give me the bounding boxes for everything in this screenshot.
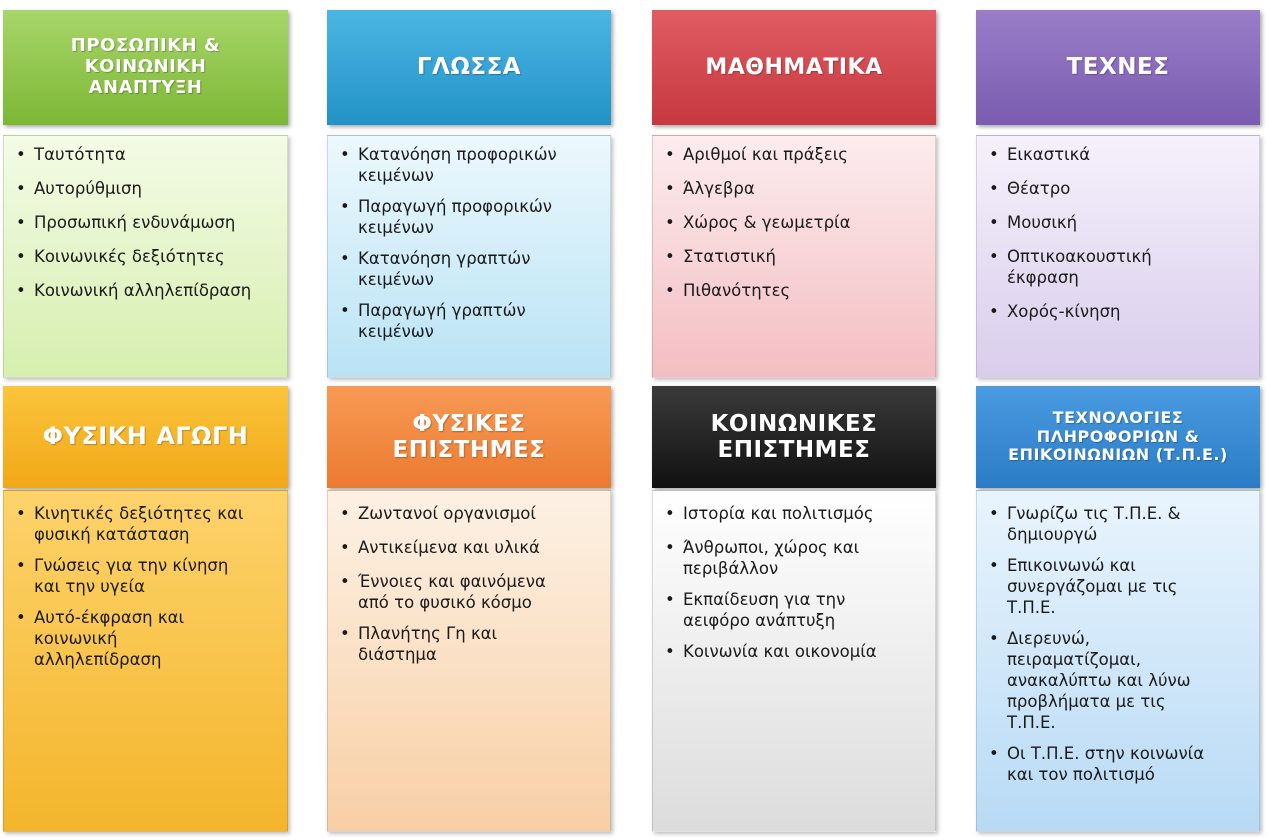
list-item: • Αριθμοί και πράξεις — [665, 144, 925, 165]
list-item: • Κινητικές δεξιότητες και φυσική κατάσταση — [16, 503, 277, 545]
item-list — [328, 491, 610, 665]
list-item: • Εικαστικά — [989, 144, 1199, 165]
list-item: • Αυτό-έκφραση και κοινωνική αλληλεπίδραση — [16, 607, 277, 670]
item-list — [4, 491, 287, 670]
card-ict — [976, 386, 1260, 832]
card-title: ΚΟΙΝΩΝΙΚΕΣ ΕΠΙΣΤΗΜΕΣ — [652, 386, 936, 488]
card-natural-sciences — [327, 386, 611, 832]
list-item: • Γνώσεις για την κίνηση και την υγεία — [16, 555, 277, 597]
card-body — [327, 490, 611, 832]
list-item: • Στατιστική — [665, 246, 925, 267]
item-list — [328, 136, 610, 342]
list-item: • Πιθανότητες — [665, 280, 925, 301]
list-item: • Άνθρωποι, χώρος και περιβάλλον — [665, 537, 905, 579]
list-item: • Παραγωγή προφορικών κειμένων — [340, 196, 580, 238]
card-personal-social-development — [3, 10, 288, 378]
card-body — [652, 490, 936, 832]
card-social-sciences — [652, 386, 936, 832]
list-item: • Θέατρο — [989, 178, 1199, 199]
list-item: • Γνωρίζω τις Τ.Π.Ε. & δημιουργώ — [989, 503, 1219, 545]
list-item: • Διερευνώ, πειραματίζομαι, ανακαλύπτω και λύνω προβλήματα με τις Τ.Π.Ε. — [989, 628, 1219, 733]
card-arts — [976, 10, 1260, 378]
list-item: • Επικοινωνώ και συνεργάζομαι με τις Τ.Π.Ε. — [989, 555, 1219, 618]
card-body — [3, 490, 288, 832]
list-item: • Άλγεβρα — [665, 178, 925, 199]
list-item: • Κατανόηση γραπτών κειμένων — [340, 248, 580, 290]
card-body — [976, 490, 1260, 832]
list-item: • Κοινωνία και οικονομία — [665, 641, 905, 662]
card-body — [652, 135, 936, 378]
card-title: ΜΑΘΗΜΑΤΙΚΑ — [652, 10, 936, 125]
list-item: • Πλανήτης Γη και διάστημα — [340, 623, 570, 665]
list-item: • Οι Τ.Π.Ε. στην κοινωνία και τον πολιτισμό — [989, 743, 1219, 785]
card-language — [327, 10, 611, 378]
list-item: • Έννοιες και φαινόμενα από το φυσικό κόσμο — [340, 571, 570, 613]
item-list — [4, 136, 287, 301]
card-title: ΤΕΧΝΟΛΟΓΙΕΣ ΠΛΗΡΟΦΟΡΙΩΝ & ΕΠΙΚΟΙΝΩΝΙΩΝ (Τ.Π.Ε.) — [976, 386, 1260, 488]
card-body — [327, 135, 611, 378]
card-title: ΓΛΩΣΣΑ — [327, 10, 611, 125]
list-item: • Παραγωγή γραπτών κειμένων — [340, 300, 580, 342]
card-body — [3, 135, 288, 378]
card-title: ΤΕΧΝΕΣ — [976, 10, 1260, 125]
list-item: • Αυτορύθμιση — [16, 178, 277, 199]
list-item: • Χορός-κίνηση — [989, 301, 1199, 322]
item-list — [977, 136, 1259, 322]
list-item: • Κοινωνική αλληλεπίδραση — [16, 280, 277, 301]
item-list — [653, 491, 935, 662]
card-body — [976, 135, 1260, 378]
card-mathematics — [652, 10, 936, 378]
card-title: ΦΥΣΙΚΕΣ ΕΠΙΣΤΗΜΕΣ — [327, 386, 611, 488]
item-list — [977, 491, 1259, 785]
list-item: • Προσωπική ενδυνάμωση — [16, 212, 277, 233]
list-item: • Ταυτότητα — [16, 144, 277, 165]
list-item: • Ιστορία και πολιτισμός — [665, 503, 905, 524]
list-item: • Αντικείμενα και υλικά — [340, 537, 570, 558]
list-item: • Μουσική — [989, 212, 1199, 233]
card-title: ΦΥΣΙΚΗ ΑΓΩΓΗ — [3, 386, 288, 488]
card-title: ΠΡΟΣΩΠΙΚΗ & ΚΟΙΝΩΝΙΚΗ ΑΝΑΠΤΥΞΗ — [3, 10, 288, 125]
list-item: • Ζωντανοί οργανισμοί — [340, 503, 570, 524]
list-item: • Κοινωνικές δεξιότητες — [16, 246, 277, 267]
list-item: • Χώρος & γεωμετρία — [665, 212, 925, 233]
list-item: • Εκπαίδευση για την αειφόρο ανάπτυξη — [665, 589, 905, 631]
list-item: • Κατανόηση προφορικών κειμένων — [340, 144, 580, 186]
card-physical-education — [3, 386, 288, 832]
item-list — [653, 136, 935, 301]
list-item: • Οπτικοακουστική έκφραση — [989, 246, 1199, 288]
